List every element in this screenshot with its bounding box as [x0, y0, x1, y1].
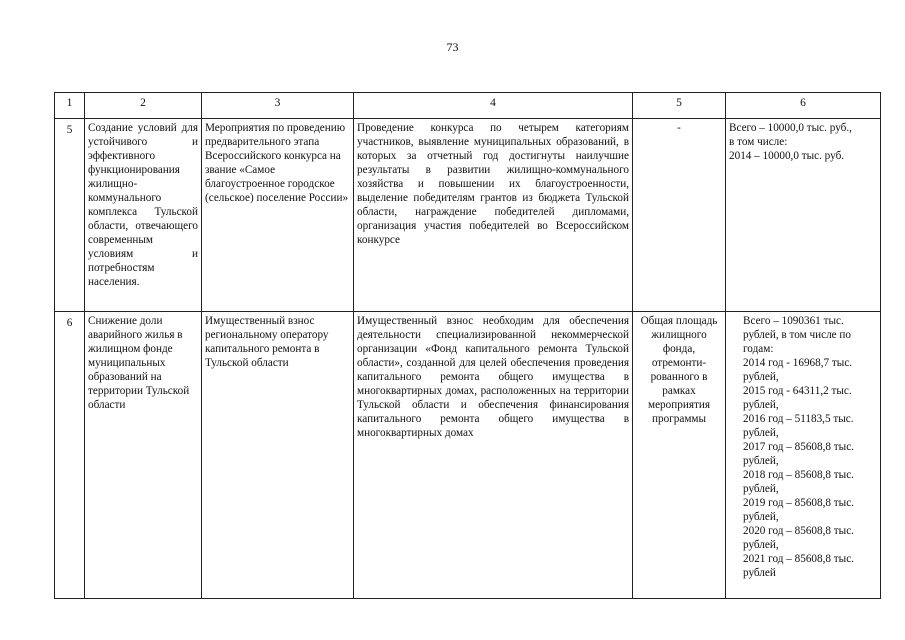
- measure-cell: Мероприятия по проведению предварительного этапа Всероссийского конкурса на звание «Самое благоустроенное городское (сельское) поселение России»: [202, 119, 354, 312]
- table-row: [55, 312, 881, 599]
- funding-line: 2017 год – 85608,8 тыс. рублей,: [743, 441, 854, 467]
- header-col-4: 4: [354, 93, 633, 119]
- row-number: 5: [55, 119, 85, 312]
- page-number: 73: [446, 40, 459, 54]
- measure-cell: Имущественный взнос региональному оператору капитального ремонта в Тульской области: [202, 312, 354, 599]
- funding-cell: [726, 312, 881, 599]
- funding-line: 2020 год – 85608,8 тыс. рублей,: [743, 525, 854, 551]
- indicator-cell: -: [633, 119, 726, 312]
- funding-line: 2018 год – 85608,8 тыс. рублей,: [743, 469, 854, 495]
- goal-cell: Создание условий для устойчивого и эффективного функционирования жилищно-коммунального комплекса Тульской области, отвечающего современным условиям и потребностям населения.: [85, 119, 202, 312]
- funding-line: 2019 год – 85608,8 тыс. рублей,: [743, 497, 854, 523]
- header-col-6: 6: [726, 93, 881, 119]
- funding-line: в том числе:: [729, 136, 788, 148]
- header-col-5: 5: [633, 93, 726, 119]
- header-row: [55, 93, 881, 119]
- row-number: 6: [55, 312, 85, 599]
- funding-line: 2015 год - 64311,2 тыс. рублей,: [743, 385, 852, 411]
- indicator-cell: Общая площадь жилищного фонда, отремонти-рованного в рамках мероприятия программы: [633, 312, 726, 599]
- funding-line: 2016 год – 51183,5 тыс. рублей,: [743, 413, 854, 439]
- funding-cell: [726, 119, 881, 312]
- program-table: [54, 92, 881, 599]
- description-cell: Проведение конкурса по четырем категориям участников, выявление муниципальных образований, в которых за отчетный год достигнуты наилучшие результаты в развитии жилищно-коммунального хозяйства и повышении их благоустроенности, выделение победителям грантов из бюджета Тульской области, награждение победителей дипломами, организация участия победителей во Всероссийском конкурсе: [354, 119, 633, 312]
- header-col-1: 1: [55, 93, 85, 119]
- header-col-3: 3: [202, 93, 354, 119]
- funding-line: 2021 год – 85608,8 тыс. рублей: [743, 553, 854, 579]
- table-row: [55, 119, 881, 312]
- header-col-2: 2: [85, 93, 202, 119]
- funding-line: Всего – 10000,0 тыс. руб.,: [729, 122, 852, 134]
- funding-line: Всего – 1090361 тыс. рублей, в том числе по годам:: [743, 315, 852, 355]
- description-cell: Имущественный взнос необходим для обеспечения деятельности специализированной некоммерческой организации «Фонд капитального ремонта Тульской области», созданной для целей обеспечения проведения капитального ремонта общего имущества в многоквартирных домах, расположенных на территории Тульской области и обеспечения финансирования капитального ремонта общего имущества в многоквартирных домах: [354, 312, 633, 599]
- funding-line: 2014 год - 16968,7 тыс. рублей,: [743, 357, 853, 383]
- goal-cell: Снижение доли аварийного жилья в жилищном фонде муниципальных образований на территории Тульской области: [85, 312, 202, 599]
- funding-line: 2014 – 10000,0 тыс. руб.: [729, 150, 845, 162]
